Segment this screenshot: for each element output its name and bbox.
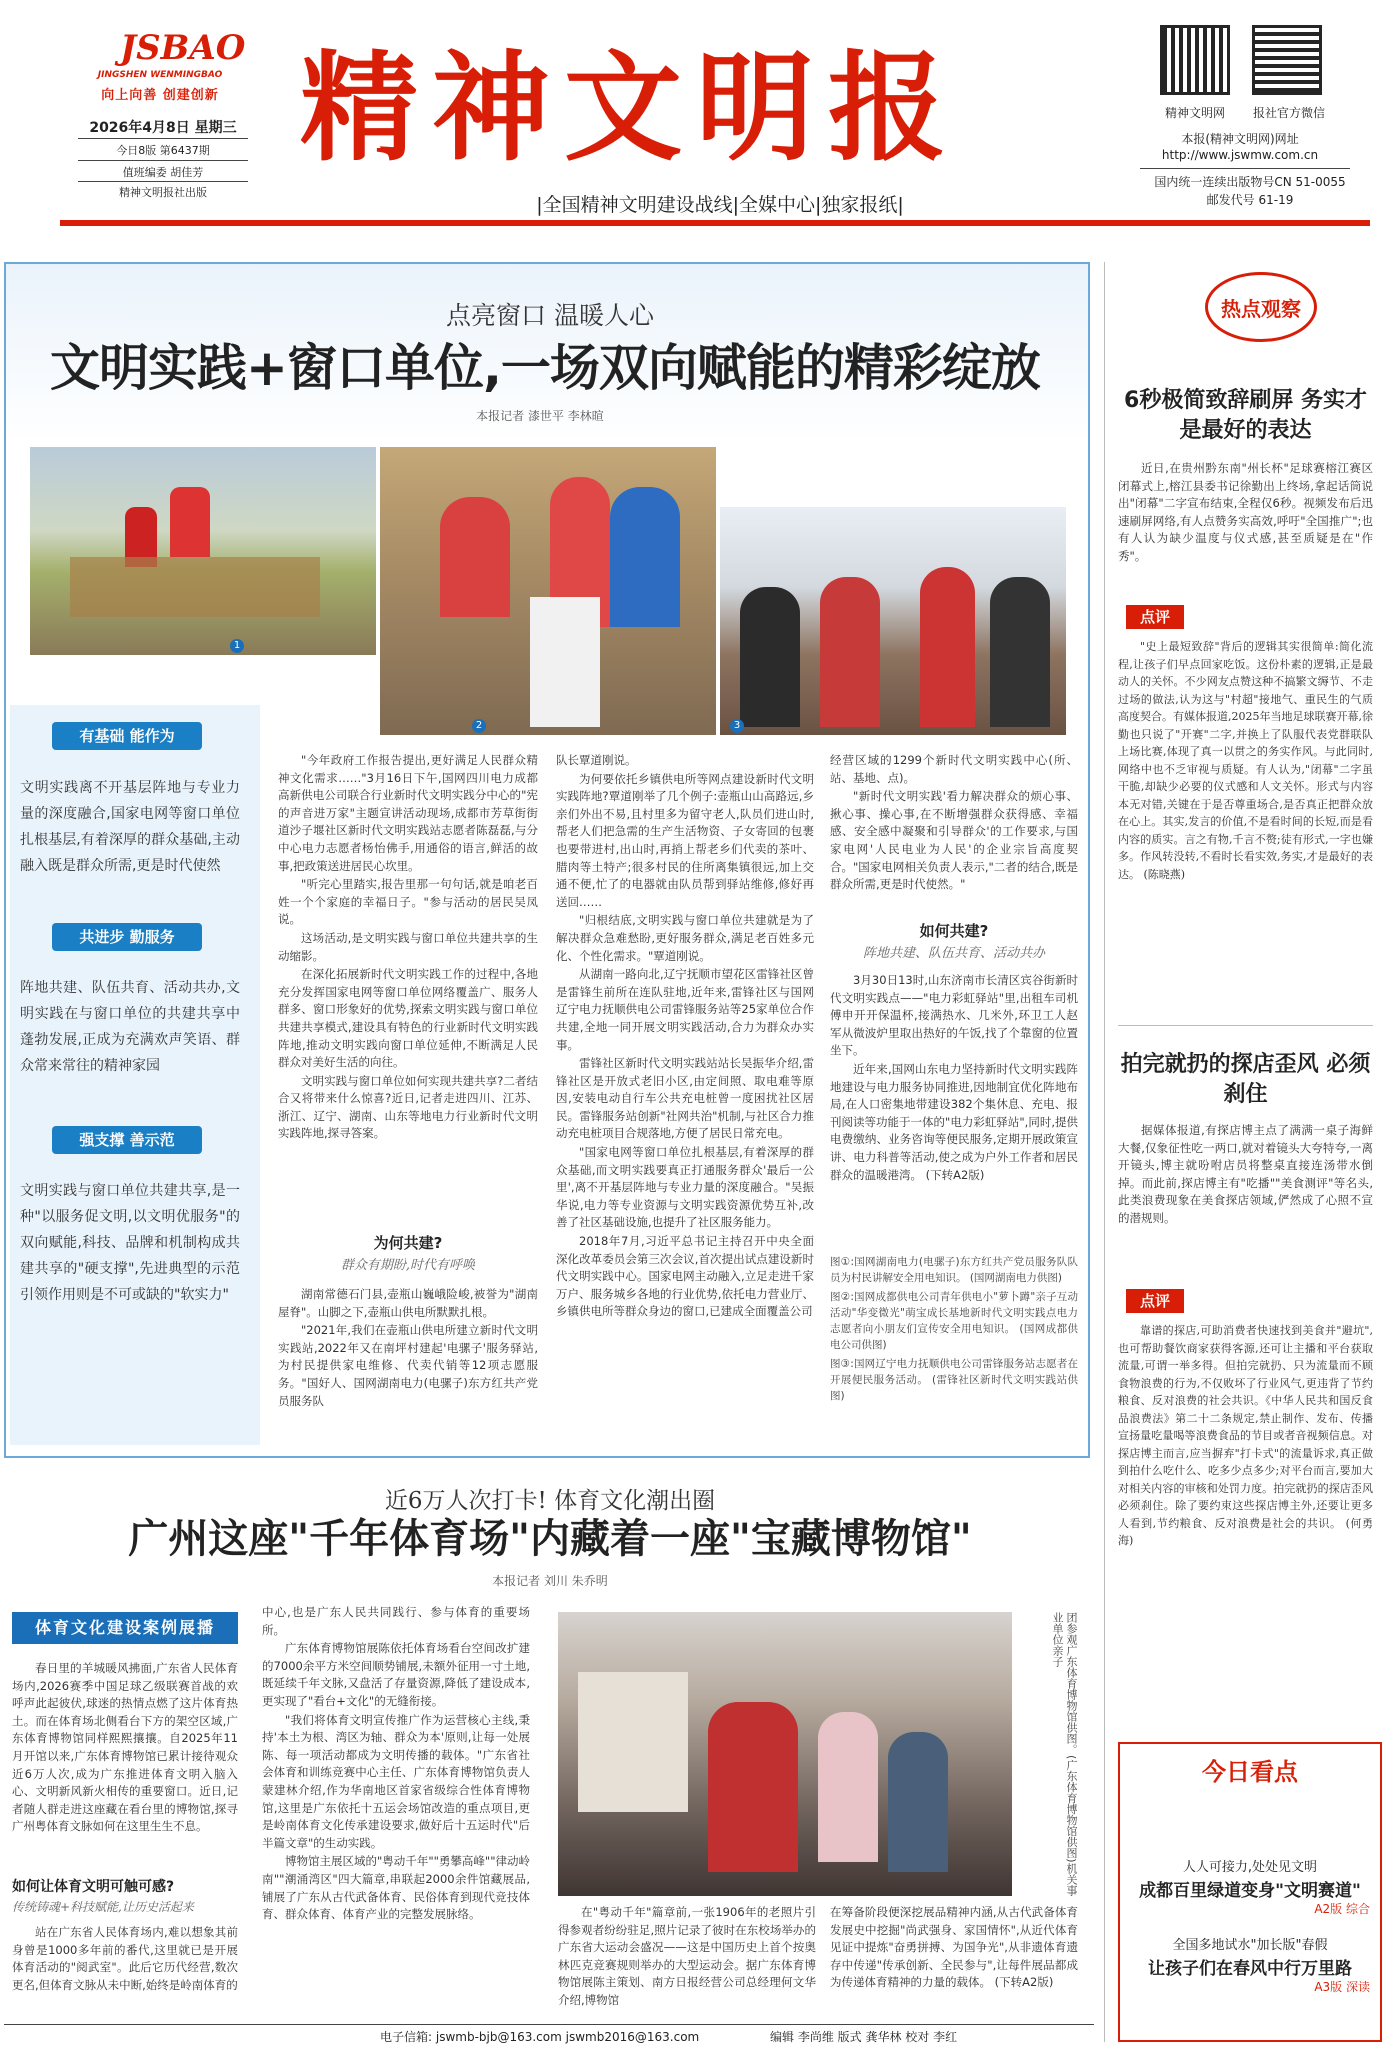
- right-story1-comment: "史上最短致辞"背后的逻辑其实很简单:简化流程,让孩子们早点回家吃饭。这份朴素的逻辑,正是最动人的关怀。不少网友点赞这种不搞繁文缛节、不走过场的做法,认为这与"村超"接地气、重民生的气质高度契合。有媒体报道,2025年当地足球联赛开幕,徐勤也只说了"开赛"二字,并换上了队服代表党群联队上场比赛,体现了真一以贯之的务实作风。与此同时,网络中也不乏审视与质疑。有人认为,"闭幕"二字虽干脆,却缺少必要的仪式感和人文关怀。形式与内容本无对错,关键在于是否尊重场合,是否真正把群众放在心上。其实,发言的价值,不是看时间的长短,而是看内容的质实。言之有物,千言不赘;徒有形式,一字也嫌多。作风转没转,不看时长看实效,务实,才是最好的表达。 (陈晓燕): [1118, 640, 1373, 881]
- sidebar-label-2: 共进步 勤服务: [52, 923, 202, 951]
- lead-col3-subhead: 如何共建?: [919, 922, 989, 940]
- lead-col-1: "今年政府工作报告提出,更好满足人民群众精神文化需求……"3月16日下午,国网四川电力成都高新供电公司联合行业新时代文明实践分中心的"宪的声音进万家"主题宣讲活动现场,成都市芳草街街道沙子堰社区新时代文明实践站志愿者陈磊磊,与分中心电力志愿者杨怡佛手,用通俗的语言,鲜活的故事,把政策送进居民心坎里。 "听完心里踏实,报告里那一句句话,就是咱老百姓一个个家庭的幸福日子。"参与活动的居民吴凤说。 这场活动,是文明实践与窗口单位共建共享的生动缩影。 在深化拓展新时代文明实践工作的过程中,各地充分发挥国家电网等窗口单位网络覆盖广、服务人群多、窗口形象好的优势,探索文明实践与窗口单位共建共享模式,建设具有特色的行业新时代文明实践阵地,推动文明实践向窗口单位延伸,不断满足人民群众对美好生活的向往。 文明实践与窗口单位如何实现共建共享?二者结合又将带来什么惊喜?近日,记者走进四川、江苏、浙江、辽宁、湖南、山东等地电力行业新时代文明实践阵地,探寻答案。: [278, 753, 538, 1141]
- masthead: [0, 0, 1398, 245]
- second-col-4: 在筹备阶段便深挖展品精神内涵,从古代武备体育发展史中挖掘"尚武强身、家国情怀",从近代体育见证中提炼"奋勇拼搏、为国争光",从非遗体育遗存中传递"传承创新、全民参与",让每件展品都成为传递体育精神的力量的载体。 (下转A2版): [830, 1905, 1078, 1990]
- second-col1-subhead-sub: 传统铸魂+科技赋能,让历史活起来: [12, 1900, 194, 1914]
- photo-number-1: 1: [230, 639, 244, 653]
- museum-photo-caption: 团参观广东体育博物馆供图。(广东体育博物馆供图)机关事业单位亲子: [1051, 1612, 1078, 1896]
- lead-photo-1: [28, 445, 378, 657]
- sidebar-text-3: 文明实践与窗口单位共建共享,是一种"以服务促文明,以文明优服务"的双向赋能,科技、品牌和机制构成共建共享的"硬支撑",先进典型的示范引领作用则是不可或缺的"软实力": [20, 1183, 240, 1303]
- lead-col1-subhead-sub: 群众有期盼,时代有呼唤: [340, 1258, 476, 1273]
- lead-photo-2: [378, 445, 718, 737]
- logo-subtitle: JINGSHEN WENMINGBAO: [97, 70, 223, 80]
- qr1-label: 精神文明网: [1164, 106, 1225, 120]
- comment-label-1: 点评: [1126, 605, 1184, 629]
- today-item-1-page: A2版 综合: [1314, 1902, 1370, 1916]
- right-story1-body: 近日,在贵州黔东南"州长杯"足球赛榕江赛区闭幕式上,榕江县委书记徐勤出上终场,拿起话筒说出"闭幕"二字宣布结束,全程仅6秒。视频发布后迅速刷屏网络,有人点赞务实高效,呼吁"全国推广";也有人认为缺少温度与仪式感,甚至质疑是在"作秀"。: [1118, 461, 1373, 563]
- second-col-1: 春日里的羊城暖风拂面,广东省人民体育场内,2026赛季中国足球乙级联赛首战的欢呼声此起彼伏,球迷的热情点燃了这片体育热土。而在体育场北侧看台下方的架空区域,广东体育博物馆同样熙熙攘攘。自2025年11月开馆以来,广东体育博物馆已累计接待观众近6万人次,成为广东推进体育文明入脑入心、文明新风新火相传的重要窗口。近日,记者随人群走进这座藏在看台里的博物馆,探寻广州粤体育文脉如何在这里生生不息。: [12, 1661, 238, 1834]
- lead-photo-3: [718, 505, 1068, 737]
- lead-col3-subhead-sub: 阵地共建、队伍共育、活动共办: [862, 946, 1045, 961]
- postal-code: 邮发代号 61-19: [1206, 193, 1294, 207]
- qr-code-icon: [1163, 28, 1227, 92]
- case-banner: 体育文化建设案例展播: [12, 1612, 238, 1644]
- today-item-1-title[interactable]: 成都百里绿道变身"文明赛道": [1139, 1881, 1361, 1901]
- hot-topic-badge: [1205, 272, 1317, 342]
- lead-headline: 文明实践+窗口单位,一场双向赋能的精彩绽放: [50, 339, 1040, 397]
- sidebar-label-3: 强支撑 善示范: [52, 1126, 202, 1154]
- second-col-3: 在"粤动千年"篇章前,一张1906年的老照片引得参观者纷纷驻足,照片记录了彼时在东校场举办的广东省大运动会盛况——这是中国历史上首个按奥林匹克竞赛规则举办的大型运动会。据广东体育博物馆展陈主策划、南方日报经营公司总经理何文华介绍,博物馆: [558, 1905, 816, 2007]
- today-item-2-title[interactable]: 让孩子们在春风中行万里路: [1148, 1959, 1352, 1979]
- footer-email: 电子信箱: jswmb-bjb@163.com jswmb2016@163.com: [380, 2030, 700, 2044]
- right-story2-comment: 靠谱的探店,可助消费者快速找到美食并"避坑",也可帮助餐饮商家获得客源,还可让主播和平台获取流量,可谓一举多得。但拍完就扔、只为流量而不顾食物浪费的行为,不仅败坏了行业风气,更违背了节约粮食、反对浪费的社会共识。《中华人民共和国反食品浪费法》第二十二条规定,禁止制作、发布、传播宣扬量吃量喝等浪费食品的节目或者音视频信息。对探店博主而言,应当摒弃"打卡式"的流量诉求,真正做到拍什么吃什么、吃多少点多少;对平台而言,要加大对相关内容的审核和处罚力度。拍完就扔的探店歪风必须刹住。除了要约束这些探店博主外,还要让更多人看到,节约粮食、反对浪费是社会的共识。 (何勇海): [1118, 1324, 1373, 1547]
- sidebar-text-1: 文明实践离不开基层阵地与专业力量的深度融合,国家电网等窗口单位扎根基层,有着深厚的群众基础,主动融入既是群众所需,更是时代使然: [20, 780, 240, 874]
- date-line: 2026年4月8日 星期三: [89, 120, 237, 136]
- second-headline: 广州这座"千年体育场"内藏着一座"宝藏博物馆": [128, 1516, 972, 1562]
- lead-kicker: 点亮窗口 温暖人心: [446, 301, 654, 330]
- today-item-2-page: A3版 深读: [1314, 1980, 1370, 1994]
- newspaper-title: 精神文明报: [300, 38, 961, 177]
- today-item-2-kicker: 全国多地试水"加长版"春假: [1172, 1938, 1328, 1953]
- second-kicker: 近6万人次打卡! 体育文化潮出圈: [384, 1488, 716, 1514]
- qr2-label: 报社官方微信: [1252, 106, 1325, 120]
- today-item-1-kicker: 人人可接力,处处见文明: [1182, 1860, 1318, 1875]
- footer-staff: 编辑 李尚维 版式 龚华林 校对 李红: [770, 2030, 958, 2044]
- hot-topic-label: 热点观察: [1221, 297, 1301, 321]
- second-col1-subhead: 如何让体育文明可触可感?: [12, 1879, 175, 1895]
- website-url[interactable]: http://www.jswmw.com.cn: [1161, 148, 1319, 162]
- second-byline: 本报记者 刘川 朱乔明: [492, 1574, 608, 1588]
- lead-col-3b: 3月30日13时,山东济南市长清区宾谷街新时代文明实践点——"电力彩虹驿站"里,出租车司机傅申开开保温杯,接满热水、几米外,环卫工人赵军从微波炉里取出热好的午饭,找了个靠窗的位置坐下。 近年来,国网山东电力坚持新时代文明实践阵地建设与电力服务协同推进,因地制宜优化阵地布局,在人口密集地带建设382个集休息、充电、报刊阅读等功能于一体的"电力彩虹驿站",同时,提供电费缴纳、业务咨询等便民服务,定期开展政策宣讲、电力科普等活动,使之成为户外工作者和居民群众的温暖港湾。 (下转A2版): [830, 973, 1078, 1182]
- lead-col1-subhead: 为何共建?: [373, 1234, 443, 1252]
- lead-captions: 图①:国网湖南电力(电骡子)东方红共产党员服务队队员为村民讲解安全用电知识。 (国网湖南电力供图) 图②:国网成都供电公司青年供电小"萝卜蹲"亲子互动活动"华变微光"萌宝成长基地新时代文明实践点电力志愿者向小朋友们宣传安全用电知识。 (国网成都供电公司供图) 图③:国网辽宁电力抚顺供电公司雷锋服务站志愿者在开展便民服务活动。 (雷锋社区新时代文明实践站供图): [830, 1256, 1078, 1402]
- tagline: |全国精神文明建设战线|全媒中心|独家报纸|: [536, 194, 904, 216]
- lead-col-2: 队长覃道刚说。 为何要依托乡镇供电所等网点建设新时代文明实践阵地?覃道刚举了几个例子:壶瓶山山高路远,乡亲们外出不易,且村里多为留守老人,队员们进山时,帮老人们把急需的生产生活物资、子女寄回的包裹也要带进村,出山时,再捎上帮老乡们代卖的茶叶、腊肉等土特产;很多村民的住所离集镇很远,加上交通不便,忙了的电器就由队员帮到驿站维修,修好再送回…… "归根结底,文明实践与窗口单位共建就是为了解决群众急难愁盼,更好服务群众,满足老百姓多元化、个性化需求。"覃道刚说。 从湖南一路向北,辽宁抚顺市望花区雷锋社区曾是雷锋生前所在连队驻地,近年来,雷锋社区与国网辽宁电力抚顺供电公司雷锋服务站等25家单位合作共建,全地一同开展文明实践活动,合力为群众办实事。 雷锋社区新时代文明实践站站长吴振华介绍,雷锋社区是开放式老旧小区,由定间照、取电难等原因,安装电动自行车公共充电桩曾一度困扰社区居民。雷锋服务站创新"社网共治"机制,与社区合力推动充电桩项目合规落地,方便了居民日常充电。 "国家电网等窗口单位扎根基层,有着深厚的群众基础,而文明实践要真正打通服务群众'最后一公里',离不开基层阵地与专业力量的深度融合。"吴振华说,电力等专业资源与文明实践资源优势互补,改善了社区基础设施,也提升了社区服务能力。 2018年7月,习近平总书记主持召开中央全面深化改革委员会第三次会议,首次提出试点建设新时代文明实践中心。国家电网主动融入,立足走进千家万户、服务城乡各地的行业优势,依托电力营业厅、乡镇供电所等群众身边的窗口,已建成全面覆盖公司: [556, 753, 814, 1319]
- comment-label-2: 点评: [1126, 1289, 1184, 1313]
- today-label: 今日看点: [1202, 1758, 1298, 1786]
- logo: JSBAO: [120, 28, 246, 68]
- photo-number-3: 3: [730, 719, 744, 733]
- publisher-line: 精神文明报社出版: [119, 186, 207, 199]
- pages-line: 今日8版 第6437期: [116, 144, 210, 157]
- photo-number-2: 2: [472, 719, 486, 733]
- sidebar-text-2: 阵地共建、队伍共育、活动共办,文明实践在与窗口单位的共建共享中蓬勃发展,正成为充满欢声笑语、群众常来常往的精神家园: [20, 980, 240, 1074]
- right-story2-headline: 拍完就扔的探店歪风 必须刹住: [1120, 1052, 1371, 1107]
- second-col-2: 中心,也是广东人民共同践行、参与体育的重要场所。 广东体育博物馆展陈依托体育场看台空间改扩建的7000余平方米空间顺势铺展,未额外征用一寸土地,既延续千年文脉,又盘活了存量资源,降低了建设成本,更实现了"看台+文化"的无缝衔接。 "我们将体育文明宣传推广作为运营核心主线,秉持'本土为根、湾区为轴、群众为本'原则,让每一处展陈、每一项活动都成为文明传播的载体。"广东省社会体育和训练竞赛中心主任、广东体育博物馆负责人蒙建林介绍,作为华南地区首家省级综合性体育博物馆,这里是广东依托十五运会场馆改造的重点项目,更是岭南体育文化传承建设要求,做好后十五运时代"后半篇文章"的生动实践。 博物馆主展区域的"粤动千年""勇攀高峰""律动岭南""潮涌湾区"四大篇章,串联起2000余件馆藏展品,铺展了广东从古代武备体育、民俗体育到现代竞技体育、群众体育、体育产业的完整发展脉络。: [262, 1605, 530, 1922]
- museum-photo: [558, 1612, 1012, 1896]
- qr-code-icon: [1255, 28, 1319, 92]
- right-story1-headline: 6秒极简致辞刷屏 务实才是最好的表达: [1124, 388, 1367, 443]
- lead-byline: 本报记者 漆世平 李林暄: [476, 409, 604, 423]
- sidebar-label-1: 有基础 能作为: [52, 722, 202, 750]
- right-story2-body: 据媒体报道,有探店博主点了满满一桌子海鲜大餐,仅象征性吃一两口,就对着镜头大夸特夸,一离开镜头,博主就吩咐店员将整桌直接连汤带水倒掉。而此前,探店博主有"吃播""美食测评"等名头,此类浪费现象在美食探店领域,俨然成了心照不宣的潜规则。: [1118, 1123, 1373, 1225]
- cn-number: 国内统一连续出版物号CN 51-0055: [1154, 175, 1346, 189]
- slogan: 向上向善 创建创新: [101, 88, 219, 103]
- second-col-1b: 站在广东省人民体育场内,难以想象其前身曾是1000多年前的番代,这里就已是开展体育活动的"阅武室"。此后它历代经营,数次更名,但体育文脉从未中断,始终是岭南体育的: [12, 1925, 238, 1992]
- editor-line: 值班编委 胡佳芳: [122, 166, 204, 179]
- lead-col-3: 经营区域的1299个新时代文明实践中心(所、站、基地、点)。 "新时代文明实践'看力解决群众的烦心事、揪心事、操心事,在不断增强群众获得感、幸福感、安全感中凝聚和引导群众'的工作要求,与国家电网'人民电业为人民'的企业宗旨高度契合。"国家电网相关负责人表示,"二者的结合,既是群众所需,更是时代使然。": [830, 753, 1078, 892]
- website-label: 本报(精神文明网)网址: [1181, 132, 1299, 146]
- lead-col-1b: 湖南常德石门县,壶瓶山巍峨险峻,被誉为"湖南屋脊"。山脚之下,壶瓶山供电所默默扎根。 "2021年,我们在壶瓶山供电所建立新时代文明实践站,2022年又在南坪村建起'电骡子'服务驿站,为村民提供家电维修、代卖代销等12项志愿服务。"国好人、国网湖南电力(电骡子)东方红共产党员服务队: [278, 1287, 538, 1408]
